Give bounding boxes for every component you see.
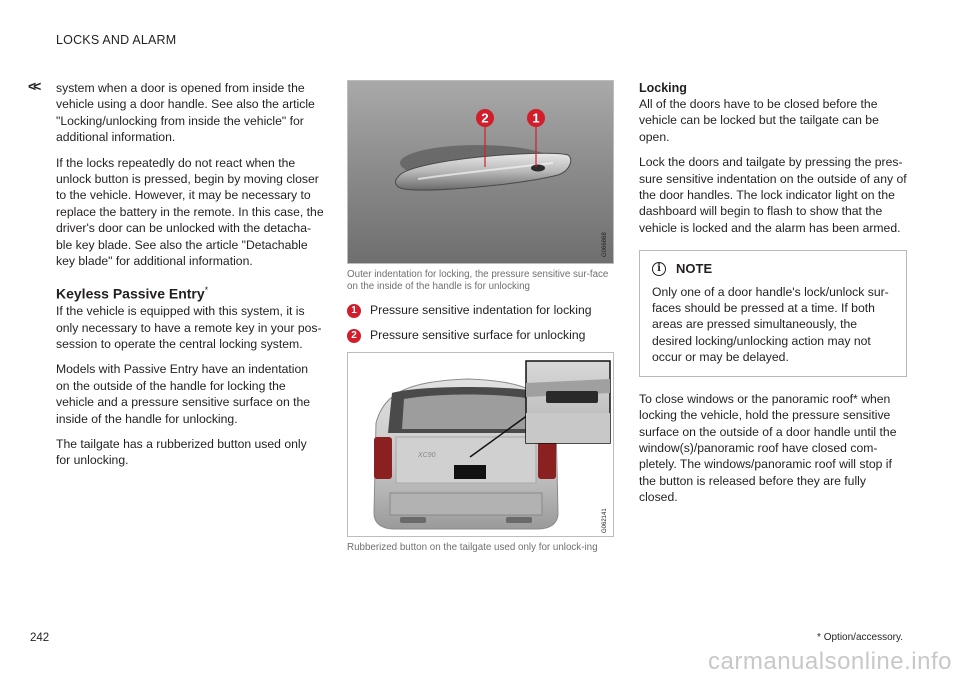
- column-right: [639, 80, 907, 515]
- continuation-mark: <<: [28, 78, 39, 94]
- tailgate-figure: [347, 352, 614, 537]
- paragraph: The tailgate has a rubberized button used only for unlocking.: [56, 436, 307, 468]
- callout-label: 2: [481, 110, 489, 126]
- callout-number: 1: [347, 304, 361, 318]
- note-header: [652, 261, 896, 277]
- image-code: G062141: [602, 508, 608, 533]
- door-handle-figure: [347, 80, 614, 264]
- figure-caption: Rubberized button on the tailgate used only for unlock-ing: [347, 542, 598, 553]
- note-text: Only one of a door handle's lock/unlock sur-faces should be pressed at a time. If both areas are pressed simultaneously, the desired locking/unlocking action may not occur or may be delayed.: [652, 284, 889, 365]
- callout-label: 1: [532, 110, 540, 126]
- list-item: [347, 327, 614, 343]
- paragraph: To close windows or the panoramic roof* when locking the vehicle, hold the pressure sensitive surface on the outside of a door handle until the window(s)/panoramic roof have closed com-pletely. The windows/panoramic roof will stop if the button is released before they are fully closed.: [639, 391, 897, 505]
- callout-text: Pressure sensitive surface for unlocking: [370, 328, 586, 342]
- tailgate-illustration: [348, 353, 614, 537]
- note-box: [639, 250, 907, 376]
- option-star: *: [204, 285, 209, 296]
- figure-caption: Outer indentation for locking, the pressure sensitive sur-face on the inside of the handle is for unlocking: [347, 269, 609, 292]
- model-badge: XC90: [418, 452, 436, 459]
- callout-list: [347, 302, 614, 343]
- section-header: LOCKS AND ALARM: [56, 33, 177, 47]
- list-item: [347, 302, 614, 318]
- door-handle-illustration: [348, 81, 614, 264]
- note-title: NOTE: [676, 261, 713, 277]
- callout-text: Pressure sensitive indentation for locking: [370, 303, 592, 317]
- watermark: carmanualsonline.info: [708, 648, 952, 675]
- paragraph: If the locks repeatedly do not react when the unlock button is pressed, begin by moving closer to the vehicle. However, it may be necessary to replace the battery in the remote. In this case, the driver's door can be unlocked with the detacha-ble key blade. See also the article "Detachable key blade" for additional information.: [56, 155, 324, 269]
- heading-text: Keyless Passive Entry: [56, 286, 205, 303]
- footnote: * Option/accessory.: [817, 632, 903, 643]
- callout-number: 2: [347, 329, 361, 343]
- image-code: G066868: [602, 232, 608, 257]
- paragraph: Lock the doors and tailgate by pressing the pres-sure sensitive indentation on the outside of any of the door handles. The lock indicator light on the dashboard will begin to flash to show that the vehicle is locked and the alarm has been armed.: [639, 155, 907, 235]
- column-left: [56, 80, 324, 478]
- section-heading-locking: Locking: [639, 81, 687, 95]
- column-middle: [347, 80, 614, 554]
- paragraph: system when a door is opened from inside the vehicle using a door handle. See also the article "Locking/unlocking from inside the vehicle" for additional information.: [56, 81, 315, 145]
- paragraph: All of the doors have to be closed before the vehicle can be locked but the tailgate can be open.: [639, 97, 879, 144]
- paragraph: If the vehicle is equipped with this system, it is only necessary to have a remote key in your pos-session to operate the central locking system.: [56, 304, 322, 351]
- section-heading-keyless: [56, 281, 324, 303]
- page-number: 242: [30, 632, 50, 644]
- info-icon: i: [652, 262, 666, 276]
- paragraph: Models with Passive Entry have an indentation on the outside of the handle for locking the vehicle and a pressure sensitive surface on the inside of the handle for unlocking.: [56, 362, 311, 426]
